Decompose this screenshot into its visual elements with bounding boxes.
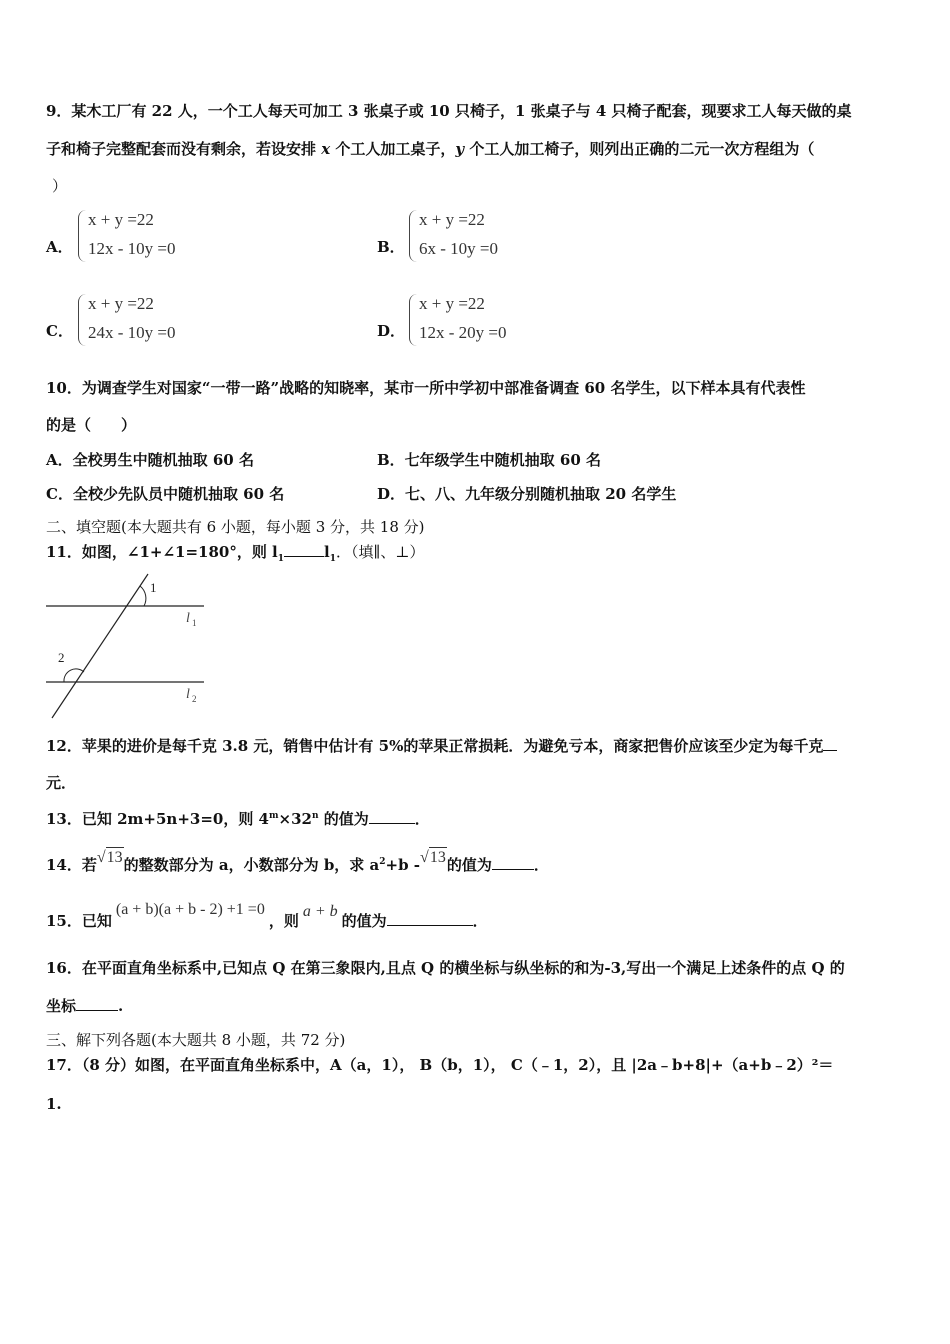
q17-line2: 1.: [46, 1095, 62, 1113]
q10-option-a: A．全校男生中随机抽取 60 名: [46, 451, 254, 469]
q12-answer-blank[interactable]: [823, 750, 837, 751]
q9-option-a-eq2: 12x - 10y =0: [88, 239, 176, 258]
q14-line: 14．若√13的整数部分为 a，小数部分为 b，求 $a^2+b$ -√13的值为 ．: [46, 849, 549, 874]
angle-1-label: 1: [150, 580, 157, 595]
q11-answer-blank[interactable]: [284, 556, 324, 557]
transversal-line: [52, 574, 148, 718]
q17-line1: 17．（8 分）如图，在平面直角坐标系中，A（a，1）， B（b，1）， C（﹣1，2），且 |2a﹣b+8|+（a+b﹣2）²＝: [46, 1056, 834, 1074]
q9-option-c-label: C．: [46, 322, 73, 340]
q11-parallel-lines-figure: [40, 570, 215, 722]
line-l1-sub: 1: [192, 618, 197, 628]
section-2-heading: 二、填空题(本大题共有 6 小题，每小题 3 分，共 18 分): [46, 518, 425, 536]
q9-option-a-label: A．: [46, 238, 73, 256]
q14-sqrt-13-b: √13: [420, 849, 446, 866]
q10-option-d: D．七、八、九年级分别随机抽取 20 名学生: [377, 485, 677, 503]
q16-line2: 坐标 .: [46, 997, 124, 1015]
q15-answer-blank[interactable]: [387, 925, 473, 926]
q13-answer-blank[interactable]: [369, 823, 415, 824]
q9-option-d-label: D．: [377, 322, 406, 340]
q16-line1: 16．在平面直角坐标系中,已知点 Q 在第三象限内,且点 Q 的横坐标与纵坐标的和为-3,写出一个满足上述条件的点 Q 的: [46, 959, 845, 977]
q11-line: 11．如图，∠1+∠1=180°，则 $l_1$ $l_1$．（填∥、⊥）: [46, 543, 425, 564]
q14-sqrt-13-a: √13: [96, 849, 123, 866]
q9-line2: 子和椅子完整配套而没有剩余，若设安排 x 个工人加工桌子，y 个工人加工椅子，则列出正确的二元一次方程组为（: [46, 140, 815, 158]
q9-option-c-eq1: x + y =22: [88, 294, 154, 313]
q9-option-b-label: B．: [377, 238, 405, 256]
q9-line1: 9．某木工厂有 22 人，一个工人每天可加工 3 张桌子或 10 只椅子，1 张桌子与 4 只椅子配套，现要求工人每天做的桌: [46, 102, 852, 120]
q10-option-c: C．全校少先队员中随机抽取 60 名: [46, 485, 285, 503]
q9-option-d-eq2: 12x - 20y =0: [419, 323, 507, 342]
q15-equation: (a + b)(a + b - 2) +1 =0: [115, 901, 265, 918]
q15-line: 15．已知(a + b)(a + b - 2) +1 =0，则a + b的值为 ．: [46, 901, 488, 930]
angle-2-label: 2: [58, 650, 65, 665]
q9-option-c-eq2: 24x - 10y =0: [88, 323, 176, 342]
q15-expression: a + b: [302, 903, 338, 920]
q13-line: 13．已知 2m+5n+3=0，则 $4^m\times 32^n$ 的值为 ．: [46, 810, 430, 828]
section-3-heading: 三、解下列各题(本大题共 8 小题，共 72 分): [46, 1031, 346, 1049]
q10-line2: 的是（ ）: [46, 416, 137, 434]
q14-answer-blank[interactable]: [492, 869, 534, 870]
q12-line2: 元．: [46, 774, 77, 792]
q10-line1: 10．为调查学生对国家“一带一路”战略的知晓率，某市一所中学初中部准备调查 60 名学生，以下样本具有代表性: [46, 379, 806, 397]
line-l2-sub: 2: [192, 694, 197, 704]
angle-1-arc: [140, 586, 146, 606]
q9-option-b-eq2: 6x - 10y =0: [419, 239, 498, 258]
q9-line3: ）: [52, 177, 68, 195]
line-l1-label: l: [186, 611, 190, 626]
q9-option-d-eq1: x + y =22: [419, 294, 485, 313]
q16-answer-blank[interactable]: [76, 1010, 118, 1011]
q9-option-b-eq1: x + y =22: [419, 210, 485, 229]
q9-option-a-eq1: x + y =22: [88, 210, 154, 229]
q12-line1: 12．苹果的进价是每千克 3.8 元，销售中估计有 5%的苹果正常损耗．为避免亏本，商家把售价应该至少定为每千克: [46, 736, 837, 756]
q10-option-b: B．七年级学生中随机抽取 60 名: [377, 451, 601, 469]
line-l2-label: l: [186, 687, 190, 702]
